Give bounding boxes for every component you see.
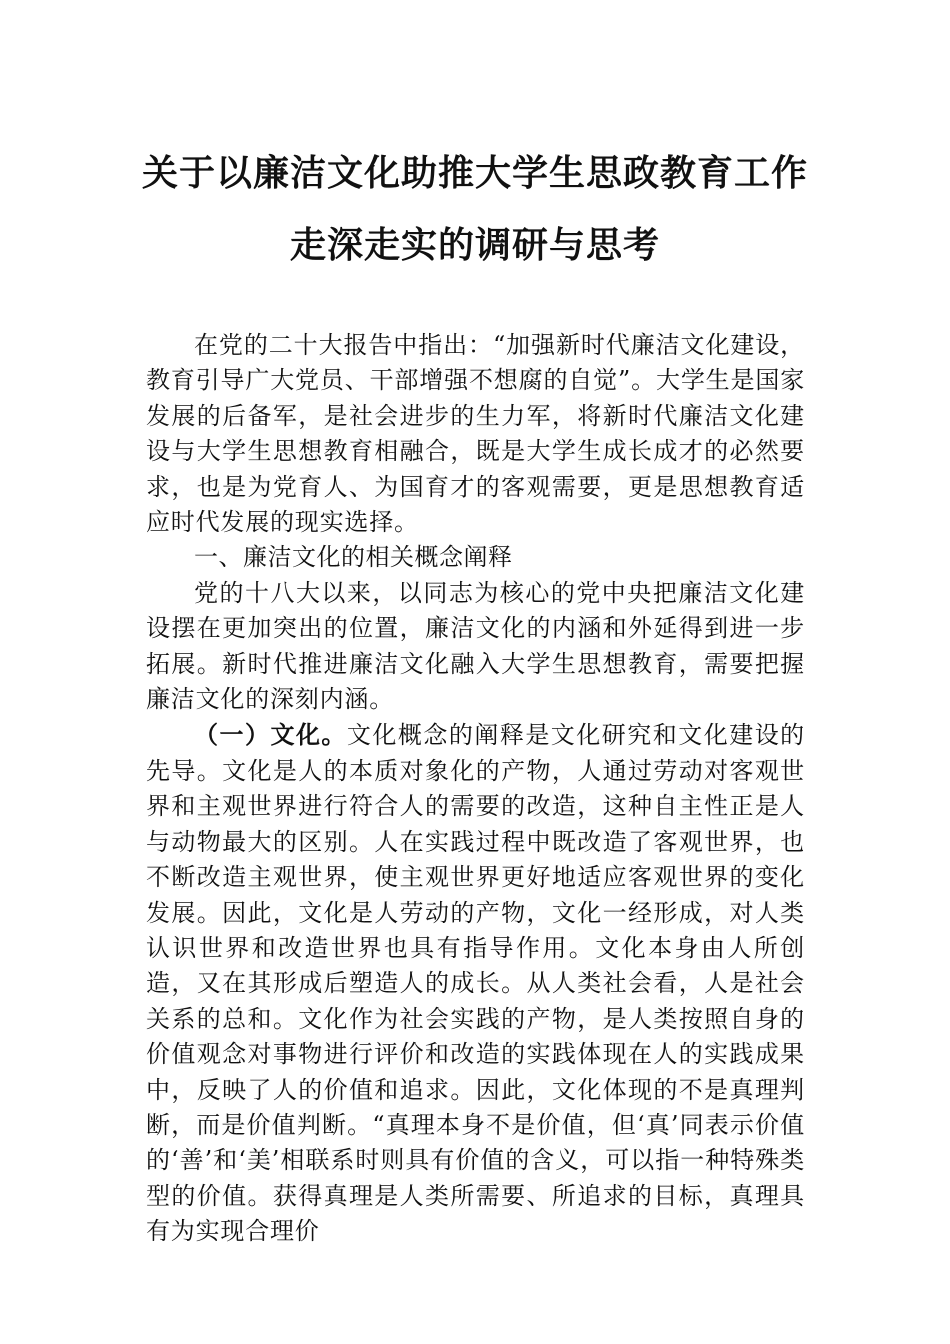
section-heading-1: 一、廉洁文化的相关概念阐释 <box>194 543 513 572</box>
paragraph-culture-text: 文化概念的阐释是文化研究和文化建设的先导。文化是人的本质对象化的产物，人通过劳动对客观世界和主观世界进行符合人的需要的改造，这种自主性正是人与动物最大的区别。人在实践过程中既改造了客观世界，也不断改造主观世界，使主观世界更好地适应客观世界的变化发展。因此，文化是人劳动的产物，文化一经形成，对人类认识世界和改造世界也具有指导作用。文化本身由人所创造，又在其形成后塑造人的成长。从人类社会看，人是社会关系的总和。文化作为社会实践的产物，是人类按照自身的价值观念对事物进行评价和改造的实践体现在人的实践成果中，反映了人的价值和追求。因此，文化体现的不是真理判断，而是价值判断。“真理本身不是价值，但‘真’同表示价值的‘善’和‘美’相联系时则具有价值的含义，可以指一种特殊类型的价值。获得真理是人类所需要、所追求的目标，真理具有为实现合理价 <box>146 721 805 1246</box>
document-body <box>146 328 805 1250</box>
paragraph-culture <box>146 717 805 1249</box>
document-title <box>140 152 810 266</box>
subsection-lead-culture: （一）文化。 <box>194 720 347 750</box>
paragraph-section-1-intro: 党的十八大以来，以同志为核心的党中央把廉洁文化建设摆在更加突出的位置，廉洁文化的内涵和外延得到进一步拓展。新时代推进廉洁文化融入大学生思想教育，需要把握廉洁文化的深刻内涵。 <box>146 578 805 714</box>
paragraph-intro: 在党的二十大报告中指出：“加强新时代廉洁文化建设，教育引导广大党员、干部增强不想腐的自觉”。大学生是国家发展的后备军，是社会进步的生力军，将新时代廉洁文化建设与大学生思想教育相融合，既是大学生成长成才的必然要求，也是为党育人、为国育才的客观需要，更是思想教育适应时代发展的现实选择。 <box>146 331 805 537</box>
title-line-2: 走深走实的调研与思考 <box>289 224 660 266</box>
title-line-1: 关于以廉洁文化助推大学生思政教育工作 <box>141 152 808 194</box>
